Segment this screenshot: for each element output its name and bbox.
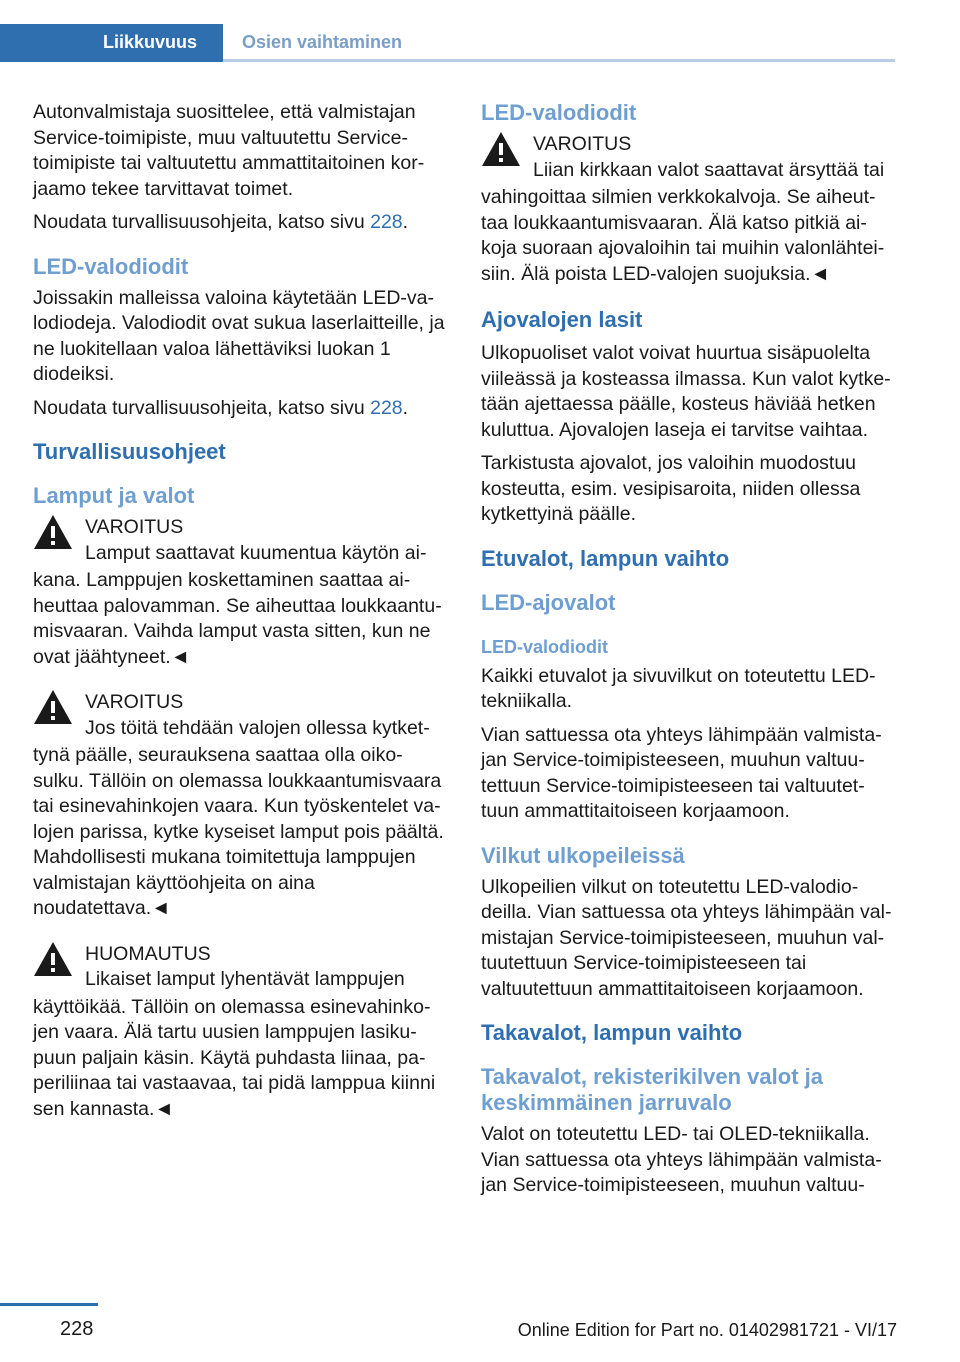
notice-label: HUOMAUTUS — [85, 942, 211, 965]
notice-text-first: Likaiset lamput lyhentävät lamppujen — [85, 968, 405, 990]
warning-text: kana. Lamppujen koskettaminen saattaa ai-heuttaa palovamman. Se aiheuttaa loukkaantu-misvaaran. Vaihda lamput vasta sitten, kun ne ovat jäähtyneet.◄ — [33, 569, 442, 668]
warning-text-first: Liian kirkkaan valot saattavat ärsyttää tai — [533, 158, 885, 181]
heading-rekisterikilven-valot: Takavalot, rekisterikilven valot ja keskimmäinen jarruvalo — [481, 1064, 823, 1115]
warning-triangle-icon — [33, 941, 73, 977]
warning-block — [33, 690, 451, 922]
paragraph: Ulkopeilien vilkut on toteutettu LED-valodio-deilla. Vian sattuessa ota yhteys lähimpään val-mistajan Service-toimipisteeseen, muuhun val-tuutettuun Service-toimipisteeseen tai valtuutettuun ammattitaitoiseen korjaamoon. — [481, 875, 892, 1000]
warning-text-first: Jos töitä tehdään valojen ollessa kytket- — [85, 716, 430, 739]
paragraph-safety-ref — [33, 210, 451, 236]
heading-etuvalot: Etuvalot, lampun vaihto — [481, 545, 730, 571]
heading-led-valodiodit: LED-valodiodit — [481, 100, 637, 125]
header-rule-light — [223, 59, 895, 62]
paragraph: Tarkistusta ajovalot, jos valoihin muodostuu kosteutta, esim. vesipisaroita, niiden ollessa kytkettyinä päälle. — [481, 452, 861, 525]
notice-text: käyttöikää. Tällöin on olemassa esinevahinko-jen vaara. Älä tartu uusien lamppujen lasiku-puun paljain käsin. Käytä puhdasta liinaa, pa-periliinaa tai vastaavaa, tai pidä lamppua kiinni sen kannasta.◄ — [33, 995, 436, 1120]
text: . — [402, 396, 409, 419]
footer-edition: Online Edition for Part no. 01402981721 - VI/17 — [517, 1320, 897, 1340]
warning-label: VAROITUS — [533, 133, 632, 155]
left-column — [33, 100, 451, 1142]
heading-takavalot: Takavalot, lampun vaihto — [481, 1020, 743, 1045]
page-number: 228 — [60, 1318, 94, 1340]
heading-led-valodiodit-small: LED-valodiodit — [481, 636, 608, 657]
warning-text: vahingoittaa silmien verkkokalvoja. Se aiheut-taa loukkaantumisvaaran. Älä katso pitkiä ai-koja suoraan ajovaloihin tai muihin valonlähtei-siin. Älä poista LED-valojen suojuksia.◄ — [481, 186, 885, 285]
warning-block — [481, 132, 899, 287]
warning-triangle-icon — [481, 131, 521, 167]
warning-triangle-icon — [33, 689, 73, 725]
page-link[interactable]: 228 — [370, 396, 403, 419]
warning-label: VAROITUS — [85, 516, 184, 538]
paragraph-safety-ref — [33, 396, 451, 422]
paragraph: Ulkopuoliset valot voivat huurtua sisäpuolelta viileässä ja kosteassa ilmassa. Kun valot kytke-tään ajettaessa päälle, kosteus häviää hetken kuluttua. Ajovalojen laseja ei tarvitse vaihtaa. — [481, 342, 891, 441]
footer-rule — [0, 1303, 98, 1306]
heading-lamput-ja-valot: Lamput ja valot — [33, 483, 195, 508]
warning-block — [33, 515, 451, 670]
right-column — [481, 100, 899, 1207]
paragraph: Autonvalmistaja suosittelee, että valmistajan Service-toimipiste, muu valtuutettu Service-toimipiste tai valtuutettu ammattitaitoinen kor-jaamo tekee tarvittavat toimet. — [33, 101, 425, 200]
paragraph: Joissakin malleissa valoina käytetään LED-va-lodiodeja. Valodiodit ovat sukua laserlaitteille, ja ne luokitellaan valoa lähettäviksi luokan 1 diodeiksi. — [33, 286, 445, 385]
text: Noudata turvallisuusohjeita, katso sivu — [33, 396, 371, 419]
warning-text-first: Lamput saattavat kuumentua käytön ai- — [85, 541, 427, 564]
warning-triangle-icon — [33, 514, 73, 550]
paragraph: Valot on toteutettu LED- tai OLED-tekniikalla. Vian sattuessa ota yhteys lähimpään valmista-jan Service-toimipisteeseen, muuhun valtuu- — [481, 1123, 882, 1196]
paragraph: Vian sattuessa ota yhteys lähimpään valmista-jan Service-toimipisteeseen, muuhun valtuu-tettuun Service-toimipisteeseen tai valtuutet-tuun ammattitaitoiseen korjaamoon. — [481, 723, 882, 822]
page-link[interactable]: 228 — [370, 211, 403, 233]
tab-liikkuvuus[interactable]: Liikkuvuus — [0, 24, 223, 61]
heading-vilkut-ulkopeileissa: Vilkut ulkopeileissä — [481, 842, 685, 868]
tab-osien-vaihtaminen[interactable]: Osien vaihtaminen — [223, 24, 419, 61]
heading-led-valodiodit: LED-valodiodit — [33, 253, 189, 279]
heading-ajovalojen-lasit: Ajovalojen lasit — [481, 307, 643, 332]
notice-block — [33, 942, 451, 1123]
warning-text: tynä päälle, seurauksena saattaa olla oiko-sulku. Tällöin on olemassa loukkaantumisvaara tai esinevahinkojen vaara. Kun työskentelet va-lojen parissa, kytke kyseiset lamput pois päältä. Mahdollisesti mukana toimitettuja lamppujen valmistajan käyttöohjeita on aina noudatettava.◄ — [33, 744, 444, 919]
paragraph: Kaikki etuvalot ja sivuvilkut on toteutettu LED-tekniikalla. — [481, 664, 876, 712]
text: Noudata turvallisuusohjeita, katso sivu — [33, 211, 371, 233]
heading-turvallisuusohjeet: Turvallisuusohjeet — [33, 439, 226, 464]
heading-led-ajovalot: LED-ajovalot — [481, 589, 616, 615]
text: . — [402, 211, 409, 233]
header-tabs — [0, 24, 419, 61]
warning-label: VAROITUS — [85, 691, 184, 713]
